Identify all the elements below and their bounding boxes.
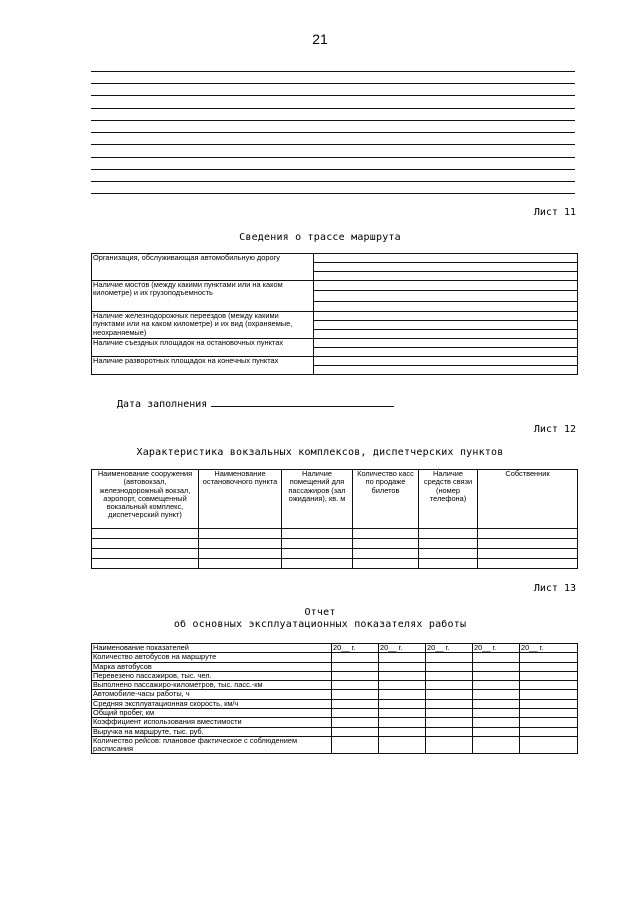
writing-line	[91, 193, 575, 194]
input-cell[interactable]	[199, 529, 282, 539]
row-label: Организация, обслуживающая автомобильную дорогу	[92, 254, 314, 281]
input-cell[interactable]	[199, 539, 282, 549]
column-header: Собственник	[478, 470, 578, 529]
indicator-label: Выполнено пассажиро-километров, тыс. пасс.-км	[92, 681, 332, 690]
input-cell[interactable]	[426, 671, 473, 680]
input-cell[interactable]	[353, 529, 419, 539]
table-header-row	[92, 470, 578, 529]
table-row	[92, 699, 578, 708]
table-row	[92, 727, 578, 736]
performance-report-table	[91, 643, 578, 754]
writing-line	[91, 169, 575, 170]
input-cell[interactable]	[520, 662, 578, 671]
input-cell[interactable]	[473, 690, 520, 699]
input-cell[interactable]	[379, 708, 426, 717]
input-cell[interactable]	[520, 736, 578, 754]
indicator-label: Перевезено пассажиров, тыс. чел.	[92, 671, 332, 680]
indicator-label: Средняя эксплуатационная скорость, км/ч	[92, 699, 332, 708]
input-cell[interactable]	[92, 539, 199, 549]
input-cell[interactable]	[379, 681, 426, 690]
input-cell[interactable]	[282, 529, 353, 539]
page-number: 21	[312, 31, 328, 47]
input-cell[interactable]	[379, 699, 426, 708]
input-cell[interactable]	[473, 681, 520, 690]
input-cell[interactable]	[379, 653, 426, 662]
input-cell[interactable]	[332, 727, 379, 736]
route-info-table	[91, 253, 578, 375]
indicator-label: Выручка на маршруте, тыс. руб.	[92, 727, 332, 736]
input-cell[interactable]	[353, 549, 419, 559]
table-row	[92, 312, 578, 321]
input-cell[interactable]	[314, 321, 578, 330]
input-cell[interactable]	[314, 339, 578, 348]
stations-table	[91, 469, 578, 569]
input-cell[interactable]	[426, 736, 473, 754]
year-header[interactable]: 20__ г.	[520, 644, 578, 653]
table-row	[92, 736, 578, 754]
writing-line	[91, 132, 575, 133]
input-cell[interactable]	[379, 727, 426, 736]
input-cell[interactable]	[199, 549, 282, 559]
table-row	[92, 254, 578, 263]
input-cell[interactable]	[282, 559, 353, 569]
input-cell[interactable]	[478, 539, 578, 549]
input-cell[interactable]	[419, 529, 478, 539]
year-header[interactable]: 20__ г.	[473, 644, 520, 653]
input-cell[interactable]	[314, 330, 578, 339]
input-cell[interactable]	[314, 272, 578, 281]
table-row	[92, 559, 578, 569]
input-cell[interactable]	[92, 529, 199, 539]
writing-line	[91, 120, 575, 121]
input-cell[interactable]	[520, 708, 578, 717]
input-cell[interactable]	[426, 708, 473, 717]
year-header[interactable]: 20__ г.	[426, 644, 473, 653]
sheet-12-label: Лист 12	[533, 424, 576, 435]
input-cell[interactable]	[314, 281, 578, 291]
input-cell[interactable]	[379, 736, 426, 754]
row-label: Наличие железнодорожных переездов (между какими пунктами или на каком километре) и их вид (охраняемые, неохраняемые)	[92, 312, 314, 339]
indicator-label: Коэффициент использования вместимости	[92, 718, 332, 727]
column-header: Наименование сооружения (автовокзал, железнодорожный вокзал, аэропорт, совмещенный вокзальный комплекс, диспетчерский пункт)	[92, 470, 199, 529]
input-cell[interactable]	[473, 718, 520, 727]
input-cell[interactable]	[353, 559, 419, 569]
table-row	[92, 529, 578, 539]
input-cell[interactable]	[426, 662, 473, 671]
table-row	[92, 653, 578, 662]
writing-line	[91, 71, 575, 72]
year-header[interactable]: 20__ г.	[332, 644, 379, 653]
fill-date-field[interactable]	[211, 398, 394, 407]
input-cell[interactable]	[314, 254, 578, 263]
writing-line	[91, 95, 575, 96]
input-cell[interactable]	[332, 690, 379, 699]
input-cell[interactable]	[379, 662, 426, 671]
input-cell[interactable]	[332, 718, 379, 727]
year-header[interactable]: 20__ г.	[379, 644, 426, 653]
input-cell[interactable]	[473, 736, 520, 754]
sheet-11-label: Лист 11	[533, 207, 576, 218]
input-cell[interactable]	[520, 681, 578, 690]
column-header: Наличие помещений для пассажиров (зал ожидания), кв. м	[282, 470, 353, 529]
input-cell[interactable]	[314, 301, 578, 311]
writing-line	[91, 181, 575, 182]
input-cell[interactable]	[478, 529, 578, 539]
input-cell[interactable]	[478, 559, 578, 569]
sheet-13-title: Отчет	[304, 607, 336, 618]
input-cell[interactable]	[379, 671, 426, 680]
column-header: Наименование остановочного пункта	[199, 470, 282, 529]
row-label: Наличие мостов (между какими пунктами или на каком километре) и их грузоподъемность	[92, 281, 314, 312]
input-cell[interactable]	[314, 291, 578, 301]
input-cell[interactable]	[473, 653, 520, 662]
input-cell[interactable]	[426, 653, 473, 662]
column-header: Наименование показателей	[92, 644, 332, 653]
input-cell[interactable]	[282, 539, 353, 549]
input-cell[interactable]	[426, 699, 473, 708]
table-row	[92, 281, 578, 291]
fill-date-line	[117, 398, 394, 410]
sheet-13-label: Лист 13	[533, 583, 576, 594]
input-cell[interactable]	[314, 366, 578, 375]
sheet-12-title: Характеристика вокзальных комплексов, диспетчерских пунктов	[136, 447, 504, 458]
input-cell[interactable]	[419, 549, 478, 559]
row-label: Наличие разворотных площадок на конечных пунктах	[92, 357, 314, 375]
table-row	[92, 339, 578, 348]
input-cell[interactable]	[419, 539, 478, 549]
writing-line	[91, 144, 575, 145]
writing-line	[91, 157, 575, 158]
input-cell[interactable]	[314, 263, 578, 272]
writing-line	[91, 108, 575, 109]
input-cell[interactable]	[520, 727, 578, 736]
input-cell[interactable]	[199, 559, 282, 569]
input-cell[interactable]	[520, 671, 578, 680]
input-cell[interactable]	[332, 699, 379, 708]
input-cell[interactable]	[473, 699, 520, 708]
input-cell[interactable]	[426, 727, 473, 736]
table-row	[92, 718, 578, 727]
input-cell[interactable]	[314, 357, 578, 366]
input-cell[interactable]	[520, 718, 578, 727]
input-cell[interactable]	[478, 549, 578, 559]
indicator-label: Количество рейсов: плановое фактическое с соблюдением расписания	[92, 736, 332, 754]
writing-line	[91, 83, 575, 84]
input-cell[interactable]	[473, 727, 520, 736]
input-cell[interactable]	[426, 681, 473, 690]
fill-date-label: Дата заполнения	[117, 399, 208, 410]
input-cell[interactable]	[473, 662, 520, 671]
column-header: Наличие средств связи (номер телефона)	[419, 470, 478, 529]
sheet-13-subtitle: об основных эксплуатационных показателях работы	[173, 619, 467, 630]
table-row	[92, 690, 578, 699]
input-cell[interactable]	[282, 549, 353, 559]
input-cell[interactable]	[379, 690, 426, 699]
input-cell[interactable]	[473, 708, 520, 717]
input-cell[interactable]	[332, 736, 379, 754]
input-cell[interactable]	[332, 653, 379, 662]
table-row	[92, 662, 578, 671]
input-cell[interactable]	[419, 559, 478, 569]
input-cell[interactable]	[520, 699, 578, 708]
input-cell[interactable]	[473, 671, 520, 680]
input-cell[interactable]	[332, 662, 379, 671]
input-cell[interactable]	[332, 671, 379, 680]
indicator-label: Автомобиле-часы работы, ч	[92, 690, 332, 699]
input-cell[interactable]	[332, 681, 379, 690]
input-cell[interactable]	[314, 312, 578, 321]
row-label: Наличие съездных площадок на остановочных пунктах	[92, 339, 314, 357]
table-row	[92, 539, 578, 549]
input-cell[interactable]	[314, 348, 578, 357]
indicator-label: Общий пробег, км	[92, 708, 332, 717]
input-cell[interactable]	[92, 559, 199, 569]
indicator-label: Марка автобусов	[92, 662, 332, 671]
column-header: Количество касс по продаже билетов	[353, 470, 419, 529]
input-cell[interactable]	[353, 539, 419, 549]
input-cell[interactable]	[520, 653, 578, 662]
table-row	[92, 357, 578, 366]
input-cell[interactable]	[520, 690, 578, 699]
table-row	[92, 549, 578, 559]
indicator-label: Количество автобусов на маршруте	[92, 653, 332, 662]
input-cell[interactable]	[426, 718, 473, 727]
input-cell[interactable]	[426, 690, 473, 699]
input-cell[interactable]	[379, 718, 426, 727]
sheet-11-title: Сведения о трассе маршрута	[239, 232, 401, 243]
input-cell[interactable]	[332, 708, 379, 717]
input-cell[interactable]	[92, 549, 199, 559]
